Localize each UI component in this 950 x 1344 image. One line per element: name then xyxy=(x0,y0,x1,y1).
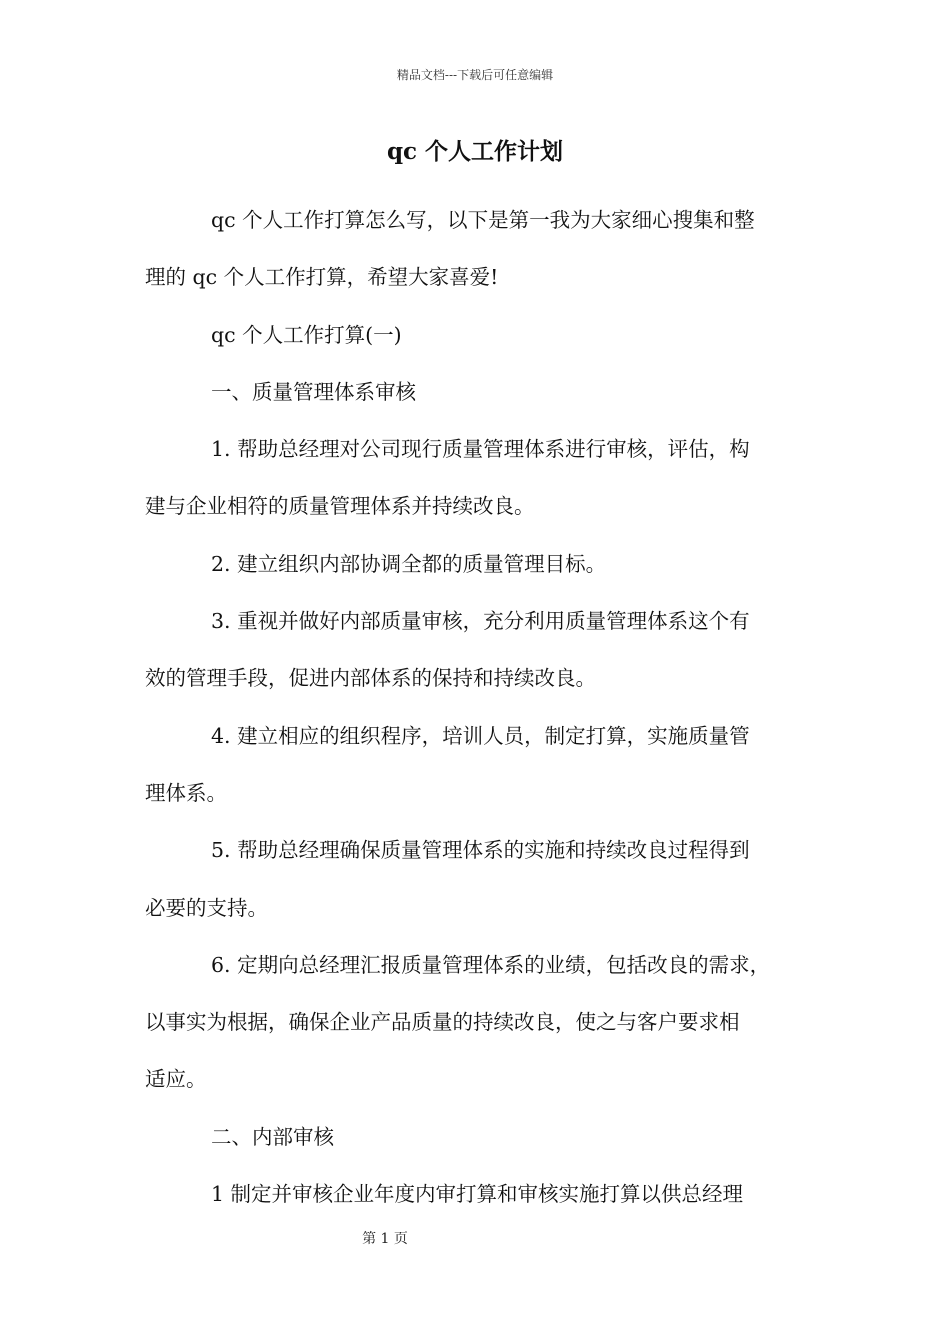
document-body xyxy=(145,192,805,1223)
header-note: 精品文档---下载后可任意编辑 xyxy=(396,68,554,82)
paragraph xyxy=(145,708,805,823)
text-line: qc 个人工作打算怎么写，以下是第一我为大家细心搜集和整 xyxy=(211,208,755,232)
section-heading: 二、内部审核 xyxy=(211,1124,334,1149)
text-line: 3. 重视并做好内部质量审核，充分利用质量管理体系这个有 xyxy=(211,609,750,634)
paragraph xyxy=(145,822,805,937)
text-line: 5. 帮助总经理确保质量管理体系的实施和持续改良过程得到 xyxy=(211,838,750,863)
paragraph xyxy=(145,593,805,708)
text-line: 建与企业相符的质量管理体系并持续改良。 xyxy=(145,494,535,519)
paragraph xyxy=(145,536,805,593)
text-line: 适应。 xyxy=(145,1067,207,1092)
paragraph xyxy=(145,192,805,307)
text-line: 以事实为根据，确保企业产品质量的持续改良，使之与客户要求相 xyxy=(145,1010,740,1035)
text-line: 6. 定期向总经理汇报质量管理体系的业绩，包括改良的需求， xyxy=(211,952,771,977)
text-line: 2. 建立组织内部协调全都的质量管理目标。 xyxy=(211,551,607,576)
paragraph xyxy=(145,937,805,1109)
text-line: 理的 qc 个人工作打算，希望大家喜爱! xyxy=(145,265,499,290)
section-heading: 一、质量管理体系审核 xyxy=(211,379,416,404)
paragraph xyxy=(145,1166,805,1223)
text-line: 1. 帮助总经理对公司现行质量管理体系进行审核，评估，构 xyxy=(211,437,750,462)
text-line: 4. 建立相应的组织程序，培训人员，制定打算，实施质量管 xyxy=(211,723,750,748)
text-line: 效的管理手段，促进内部体系的保持和持续改良。 xyxy=(145,666,596,691)
section-subtitle: qc 个人工作打算(一) xyxy=(211,322,402,347)
paragraph xyxy=(145,364,805,421)
paragraph xyxy=(145,307,805,364)
paragraph xyxy=(145,1109,805,1166)
text-line: 理体系。 xyxy=(145,780,227,805)
text-line: 1 制定并审核企业年度内审打算和审核实施打算以供总经理 xyxy=(211,1182,744,1207)
document-title: qc 个人工作计划 xyxy=(386,138,564,165)
page-number: 第 1 页 xyxy=(362,1231,408,1247)
paragraph xyxy=(145,421,805,536)
text-line: 必要的支持。 xyxy=(145,895,268,920)
